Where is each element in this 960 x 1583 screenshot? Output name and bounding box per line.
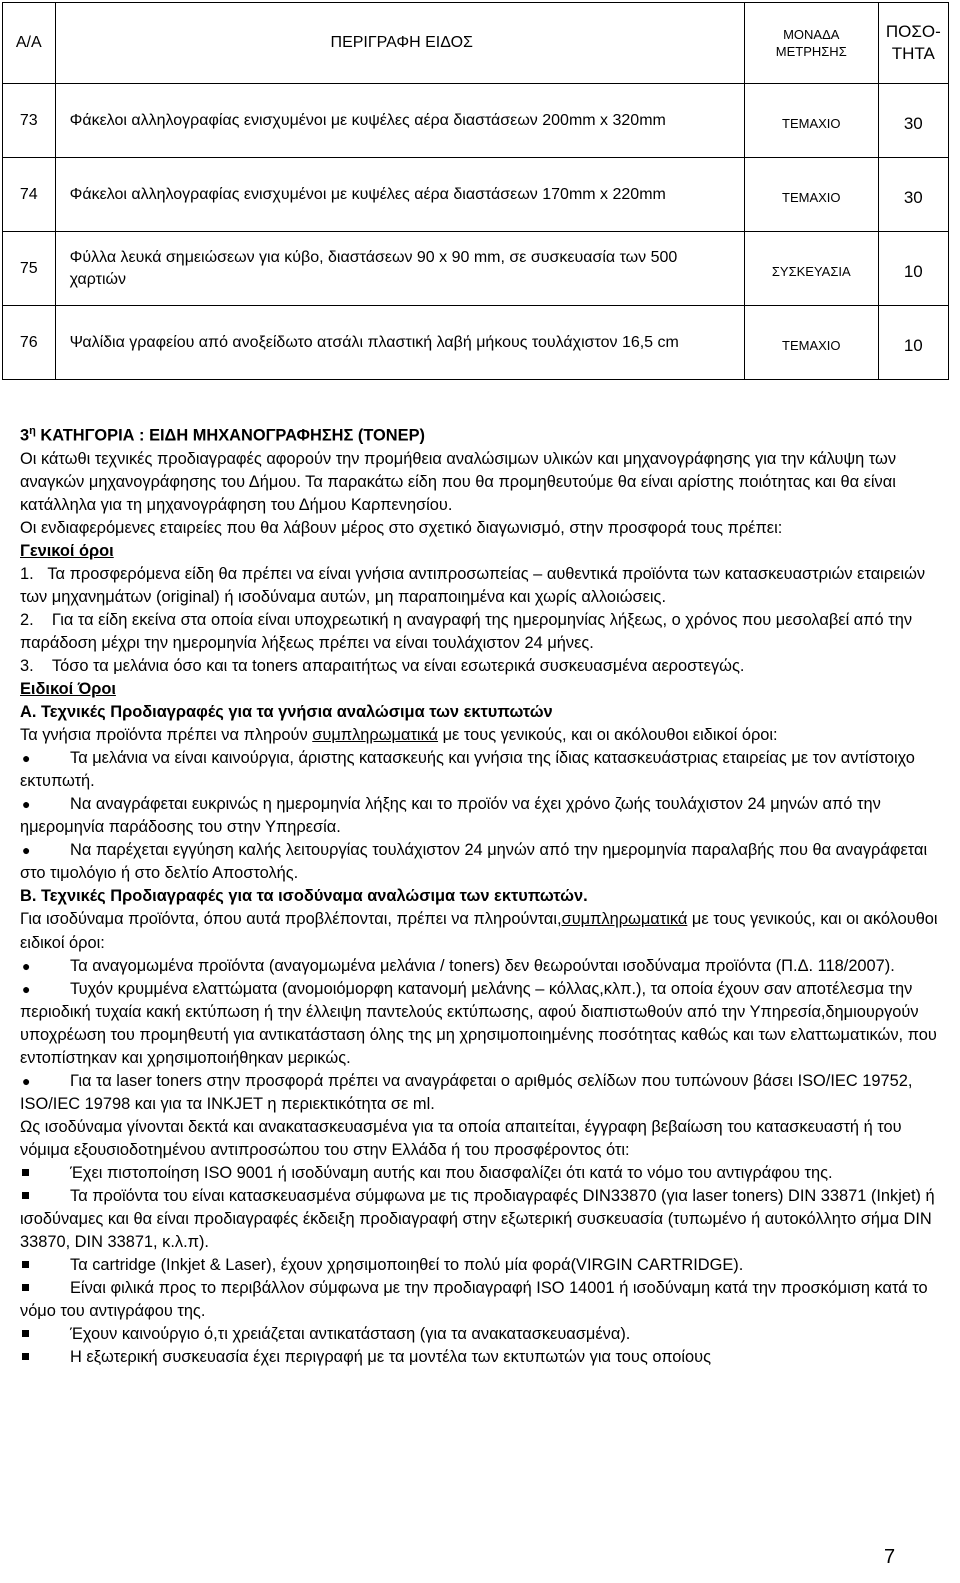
- general-term-text: Για τα είδη εκείνα στα οποία είναι υποχρεωτική η αναγραφή της ημερομηνίας λήξεως, ο χρόνος που μεσολαβεί από την παράδοση μέχρι την ημερομηνία λήξεως πρέπει να είναι τουλάχιστον 24 μήνες.: [20, 610, 913, 652]
- row-unit: ΤΕΜΑΧΙΟ: [744, 84, 878, 158]
- bullet-icon: ●: [22, 980, 31, 997]
- section-a-intro: [20, 724, 950, 747]
- section-a-intro-pre: Τα γνήσια προϊόντα πρέπει να πληρούν: [20, 726, 313, 745]
- list-item: [20, 1254, 950, 1277]
- general-term-number: 2.: [20, 610, 34, 629]
- category-number: 3: [20, 426, 30, 445]
- general-term: [20, 655, 950, 678]
- row-quantity: 10: [878, 306, 948, 380]
- general-term: [20, 609, 950, 655]
- square-bullet-icon: [20, 1277, 48, 1300]
- intro-paragraph: Οι κάτωθι τεχνικές προδιαγραφές αφορούν την προμήθεια αναλώσιμων υλικών και μηχανογράφησης για την κάλυψη των αναγκών μηχανογράφησης του Δήμου. Τα παρακάτω είδη που θα προμηθευτούμε θα είναι αρίστης ποιότητας και θα είναι κατάλληλα για τη μηχανογράφηση του Δήμου Καρπενησίου.: [20, 449, 897, 514]
- header-qty-line1: ΠΟΣΟ-: [885, 22, 941, 41]
- section-a-intro-underlined: συμπληρωματικά: [312, 726, 439, 745]
- row-quantity: 30: [878, 158, 948, 232]
- general-term-number: 3.: [20, 656, 34, 675]
- list-item-text: Τα προϊόντα του είναι κατασκευασμένα σύμφωνα με τις προδιαγραφές DIN33870 (για laser toners) DIN 33871 (Inkjet) ή ισοδύναμες και θα είναι προδιαγραφές έκδειξη προδιαγραφή στην εξωτερική συσκευασία (τυπωμένο ή αυτοκόλλητο σήμα DIN 33870, DIN 33871, κ.λ.π).: [20, 1187, 935, 1252]
- category-superscript: η: [29, 425, 36, 437]
- list-item: [20, 955, 950, 978]
- bullet-icon: ●: [22, 750, 31, 767]
- header-quantity: [878, 3, 948, 84]
- category-heading: [20, 420, 950, 448]
- bullet-icon: ●: [22, 1072, 31, 1089]
- row-unit: ΤΕΜΑΧΙΟ: [744, 306, 878, 380]
- list-item: [20, 747, 950, 793]
- list-item: [20, 793, 950, 839]
- table-header-row: [3, 3, 949, 84]
- row-description: Φάκελοι αλληλογραφίας ενισχυμένοι με κυψέλες αέρα διαστάσεων 170mm x 220mm: [55, 158, 744, 232]
- bullet-icon: ●: [22, 796, 31, 813]
- row-quantity: 10: [878, 232, 948, 306]
- list-item-text: Είναι φιλικά προς το περιβάλλον σύμφωνα με την προδιαγραφή ISO 14001 ή ισοδύναμη κατά την προσκόμιση κατά το νόμο του αντιγράφου της.: [20, 1279, 928, 1321]
- list-item-text: Τα cartridge (Inkjet & Laser), έχουν χρησιμοποιηθεί το πολύ μία φορά(VIRGIN CARTRIDGE).: [70, 1256, 744, 1275]
- header-qty-line2: ΤΗΤΑ: [891, 44, 935, 63]
- items-table: [2, 2, 949, 380]
- list-item-text: Τυχόν κρυμμένα ελαττώματα (ανομοιόμορφη κατανομή μελάνης – κόλλας,κλπ.), τα οποία έχουν σαν αποτέλεσμα την περιοδική τυχαία κακή εκτύπωση ή την έλλειψη παντελούς εκτύπωσης, αφού διαπιστωθούν από την Υπηρεσία,δημιουργούν υποχρέωση του προμηθευτή για αντικατάσταση όλης της μη χρησιμοποιημένης ποσότητας καθώς και των ελαττωματικών, που εντοπίστηκαν και χρησιμοποιήθηκαν μερικώς.: [20, 979, 937, 1067]
- row-no: 74: [3, 158, 56, 232]
- row-no: 75: [3, 232, 56, 306]
- section-a-title: Α. Τεχνικές Προδιαγραφές για τα γνήσια αναλώσιμα των εκτυπωτών: [20, 703, 553, 722]
- row-no: 76: [3, 306, 56, 380]
- page-number: 7: [884, 1546, 896, 1568]
- list-item-text: Έχει πιστοποίηση ISO 9001 ή ισοδύναμη αυτής και που διασφαλίζει ότι κατά το νόμο του αντιγράφου της.: [70, 1163, 833, 1182]
- general-terms-heading: Γενικοί όροι: [20, 541, 114, 560]
- header-unit: [744, 3, 878, 84]
- intro-paragraph-2: Οι ενδιαφερόμενες εταιρείες που θα λάβουν μέρος στο σχετικό διαγωνισμό, στην προσφορά τους πρέπει:: [20, 518, 783, 537]
- section-b-paragraph: Ως ισοδύναμα γίνονται δεκτά και ανακατασκευασμένα για τα οποία απαιτείται, έγγραφη βεβαίωση του κατασκευαστή ή του νόμιμα εξουσιοδοτημένου αντιπροσώπου του στην Ελλάδα ή του προσφέροντος ότι:: [20, 1117, 902, 1159]
- list-item-text: Να αναγράφεται ευκρινώς η ημερομηνία λήξης και το προϊόν να έχει χρόνο ζωής τουλάχιστον 24 μηνών από την ημερομηνία παράδοσης του στην Υπηρεσία.: [20, 795, 881, 837]
- row-description: Ψαλίδια γραφείου από ανοξείδωτο ατσάλι πλαστική λαβή μήκους τουλάχιστον 16,5 cm: [55, 306, 744, 380]
- list-item-text: Τα μελάνια να είναι καινούργια, άριστης κατασκευής και γνήσια της ίδιας κατασκευάστριας εταιρείας με τον αντίστοιχο εκτυπωτή.: [20, 749, 915, 791]
- bullet-icon: ●: [22, 957, 31, 974]
- square-bullet-icon: [20, 1162, 48, 1185]
- list-item: [20, 1346, 950, 1369]
- list-item: [20, 1185, 950, 1254]
- square-bullet-icon: [20, 1346, 48, 1369]
- section-b-title: Β. Τεχνικές Προδιαγραφές για τα ισοδύναμα αναλώσιμα των εκτυπωτών.: [20, 887, 588, 906]
- table-row: [3, 232, 949, 306]
- row-description: Φάκελοι αλληλογραφίας ενισχυμένοι με κυψέλες αέρα διαστάσεων 200mm x 320mm: [55, 84, 744, 158]
- row-unit: ΤΕΜΑΧΙΟ: [744, 158, 878, 232]
- list-item: [20, 1070, 950, 1116]
- list-item: [20, 978, 950, 1070]
- general-term-text: Τα προσφερόμενα είδη θα πρέπει να είναι γνήσια αντιπροσωπείας – αυθεντικά προϊόντα των κατασκευαστριών εταιρειών των μηχανημάτων (original) ή ισοδύναμα αυτών, μη παραποιημένα και χωρίς αλλοιώσεις.: [20, 564, 926, 606]
- section-b-intro-post: με τους γενικούς, και οι ακόλουθοι ειδικοί όροι:: [20, 910, 938, 952]
- header-description: ΠΕΡΙΓΡΑΦΗ ΕΙΔΟΣ: [55, 3, 744, 84]
- general-term-text: Τόσο τα μελάνια όσο και τα toners απαραιτήτως να είναι εσωτερικά συσκευασμένα αεροστεγώς.: [51, 656, 745, 675]
- header-unit-line1: ΜΟΝΑΔΑ: [783, 27, 840, 42]
- header-no: Α/Α: [3, 3, 56, 84]
- list-item: [20, 839, 950, 885]
- section-b-intro: [20, 908, 950, 954]
- list-item-text: Η εξωτερική συσκευασία έχει περιγραφή με τα μοντέλα των εκτυπωτών για τους οποίους: [70, 1348, 712, 1367]
- list-item-text: Τα αναγομωμένα προϊόντα (αναγομωμένα μελάνια / toners) δεν θεωρούνται ισοδύναμα προϊόντα (Π.Δ. 118/2007).: [70, 956, 895, 975]
- list-item-text: Για τα laser toners στην προσφορά πρέπει να αναγράφεται ο αριθμός σελίδων που τυπώνουν βάσει ISO/IEC 19752, ISO/IEC 19798 και για τα INKJET η περιεκτικότητα σε ml.: [20, 1071, 913, 1113]
- row-no: 73: [3, 84, 56, 158]
- row-description: Φύλλα λευκά σημειώσεων για κύβο, διαστάσεων 90 x 90 mm, σε συσκευασία των 500 χαρτιών: [55, 232, 744, 306]
- list-item: [20, 1323, 950, 1346]
- general-term-number: 1.: [20, 564, 34, 583]
- special-terms-heading: Ειδικοί Όροι: [20, 679, 116, 698]
- section-b-intro-pre: Για ισοδύναμα προϊόντα, όπου αυτά προβλέπονται, πρέπει να πληρούνται,: [20, 910, 562, 929]
- bullet-icon: ●: [22, 842, 31, 859]
- section-a-intro-post: με τους γενικούς, και οι ακόλουθοι ειδικοί όροι:: [438, 726, 778, 745]
- document-body: [20, 420, 950, 1369]
- header-unit-line2: ΜΕΤΡΗΣΗΣ: [775, 44, 847, 59]
- category-title: ΚΑΤΗΓΟΡΙΑ : ΕΙΔΗ ΜΗΧΑΝΟΓΡΑΦΗΣΗΣ (ΤΟΝΕΡ): [35, 426, 425, 445]
- table-row: [3, 84, 949, 158]
- square-bullet-icon: [20, 1323, 48, 1346]
- list-item-text: Έχουν καινούργιο ό,τι χρειάζεται αντικατάσταση (για τα ανακατασκευασμένα).: [70, 1325, 631, 1344]
- row-quantity: 30: [878, 84, 948, 158]
- table-row: [3, 306, 949, 380]
- table-row: [3, 158, 949, 232]
- square-bullet-icon: [20, 1185, 48, 1208]
- row-unit: ΣΥΣΚΕΥΑΣΙΑ: [744, 232, 878, 306]
- general-term: [20, 563, 950, 609]
- list-item-text: Να παρέχεται εγγύηση καλής λειτουργίας τουλάχιστον 24 μηνών από την ημερομηνία παραλαβής που θα αναγράφεται στο τιμολόγιο ή στο δελτίο Αποστολής.: [20, 841, 928, 883]
- section-b-intro-underlined: συμπληρωματικά: [561, 910, 688, 929]
- square-bullet-icon: [20, 1254, 48, 1277]
- list-item: [20, 1162, 950, 1185]
- list-item: [20, 1277, 950, 1323]
